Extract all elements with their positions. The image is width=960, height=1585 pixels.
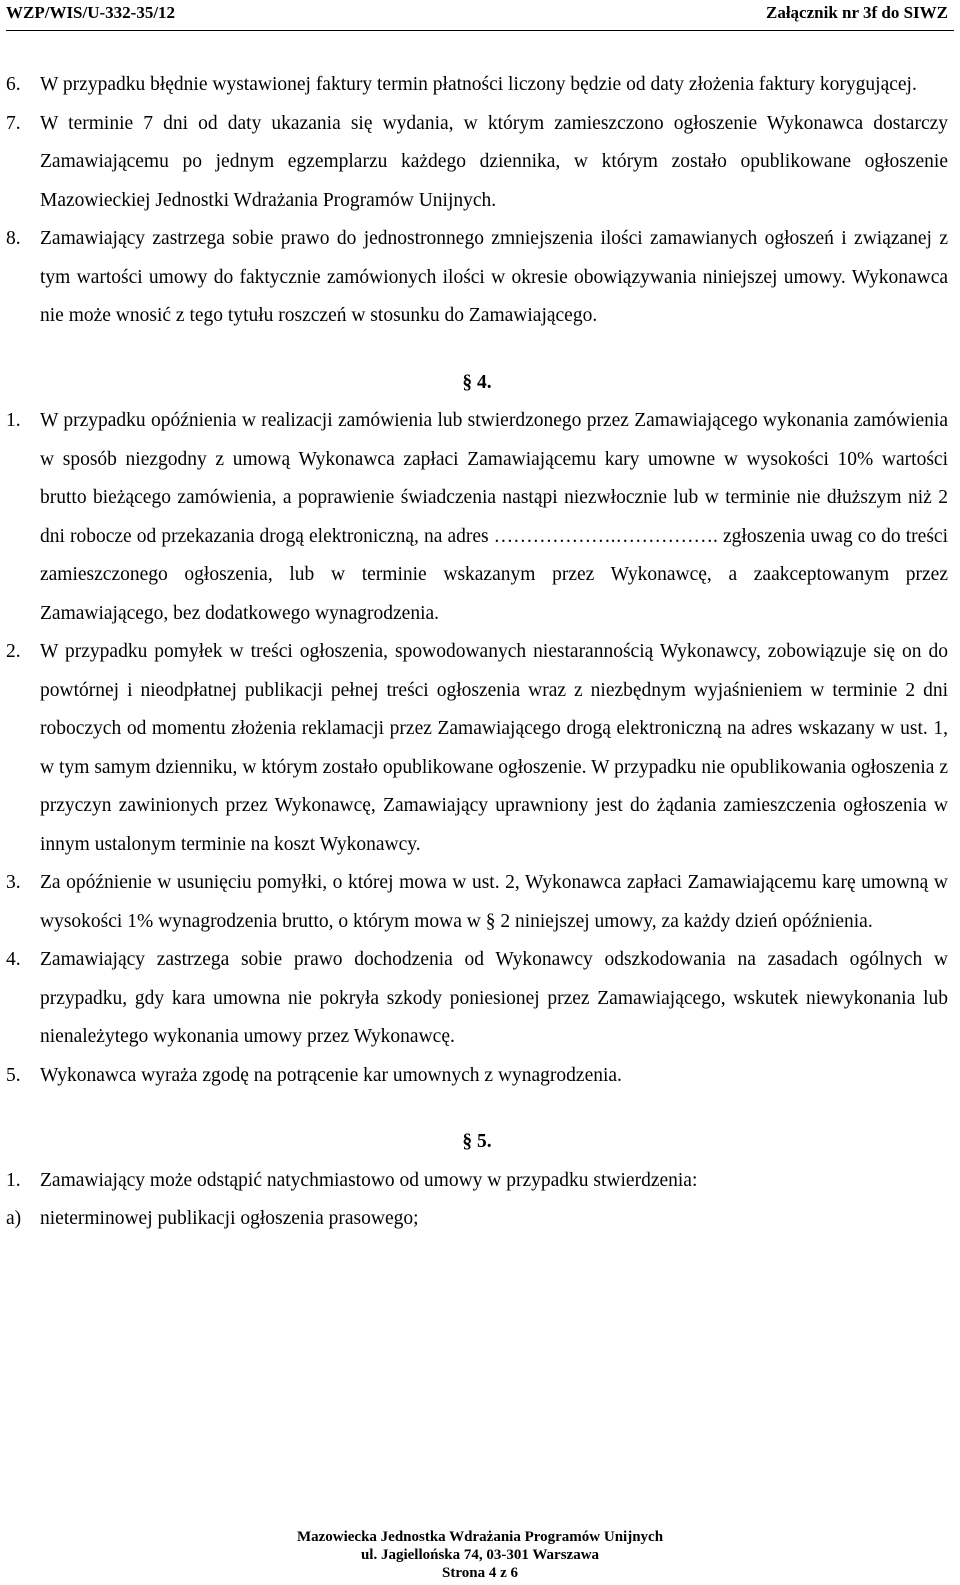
paragraph-text: W terminie 7 dni od daty ukazania się wydania, w którym zamieszczono ogłoszenie Wykonawca dostarczy Zamawiającemu po jednym egzemplarzu każdego dziennika, w którym zostało opublikowane ogłoszenie Mazowieckiej Jednostki Wdrażania Programów Unijnych. — [40, 112, 948, 211]
section-4-item-5 — [6, 1057, 948, 1096]
paragraph-text: W przypadku opóźnienia w realizacji zamówienia lub stwierdzonego przez Zamawiającego wykonania zamówienia w sposób niezgodny z umową Wykonawca zapłaci Zamawiającemu kary umowne w wysokości 10% wartości brutto bieżącego zamówienia, a poprawienie świadczenia nastąpi niezwłocznie lub w terminie nie dłuższym niż 2 dni robocze od przekazania drogą elektroniczną, na adres ……………….……………. zgłoszenia uwag co do treści zamieszczonego ogłoszenia, lub w terminie wskazanym przez Wykonawcę, a zaakceptowanym przez Zamawiającego, bez dodatkowego wynagrodzenia. — [40, 410, 948, 624]
paragraph-number: 6. — [6, 74, 21, 95]
paragraph-6 — [6, 66, 948, 105]
section-5-heading: § 5. — [462, 1131, 492, 1152]
page-header — [6, 0, 954, 31]
paragraph-text: Zamawiający może odstąpić natychmiastowo od umowy w przypadku stwierdzenia: — [40, 1169, 698, 1191]
paragraph-text: nieterminowej publikacji ogłoszenia prasowego; — [40, 1208, 419, 1229]
footer-organization: Mazowiecka Jednostka Wdrażania Programów Unijnych — [296, 1529, 664, 1545]
page-number: Strona 4 z 6 — [442, 1565, 518, 1581]
paragraph-text: Zamawiający zastrzega sobie prawo dochodzenia od Wykonawcy odszkodowania na zasadach ogólnych w przypadku, gdy kara umowna nie pokryła szkody poniesionej przez Zamawiającego, wskutek niewykonania lub nienależytego wykonania umowy przez Wykonawcę. — [40, 949, 948, 1047]
paragraph-number: 1. — [6, 410, 21, 431]
document-reference: WZP/WIS/U-332-35/12 — [6, 3, 176, 22]
paragraph-number: 4. — [6, 949, 21, 970]
paragraph-number: 8. — [6, 228, 21, 249]
document-body — [6, 66, 948, 1239]
paragraph-text: W przypadku błędnie wystawionej faktury termin płatności liczony będzie od daty złożenia faktury korygującej. — [40, 74, 917, 95]
section-4-item-4 — [6, 941, 948, 1057]
paragraph-number: 2. — [6, 641, 21, 662]
section-4-item-1 — [6, 402, 948, 633]
paragraph-number: 1. — [6, 1169, 21, 1191]
paragraph-number: 5. — [6, 1064, 21, 1086]
page-footer — [0, 1528, 960, 1582]
section-5-item-a — [6, 1200, 948, 1239]
section-5-item-1 — [6, 1162, 948, 1201]
attachment-label: Załącznik nr 3f do SIWZ — [765, 3, 948, 22]
paragraph-7 — [6, 105, 948, 221]
paragraph-text: Zamawiający zastrzega sobie prawo do jednostronnego zmniejszenia ilości zamawianych ogłoszeń i związanej z tym wartości umowy do faktycznie zamówionych ilości w okresie obowiązywania niniejszej umowy. Wykonawca nie może wnosić z tego tytułu roszczeń w stosunku do Zamawiającego. — [40, 228, 948, 326]
paragraph-number: 7. — [6, 112, 21, 134]
paragraph-text: W przypadku pomyłek w treści ogłoszenia, spowodowanych niestarannością Wykonawcy, zobowiązuje się on do powtórnej i nieodpłatnej publikacji pełnej treści ogłoszenia wraz z niezbędnym wyjaśnieniem w terminie 2 dni roboczych od momentu złożenia reklamacji przez Zamawiającego drogą elektroniczną na adres wskazany w ust. 1, w tym samym dzienniku, w którym zostało opublikowane ogłoszenie. W przypadku nie opublikowania ogłoszenia z przyczyn zawinionych przez Wykonawcę, Zamawiający uprawniony jest do żądania zamieszczenia ogłoszenia w innym ustalonym terminie na koszt Wykonawcy. — [40, 641, 948, 855]
section-4-item-2 — [6, 633, 948, 864]
section-4-heading: § 4. — [462, 371, 492, 393]
footer-address: ul. Jagiellońska 74, 03-301 Warszawa — [360, 1547, 600, 1563]
paragraph-text: Wykonawca wyraża zgodę na potrącenie kar umownych z wynagrodzenia. — [40, 1064, 622, 1086]
paragraph-text: Za opóźnienie w usunięciu pomyłki, o której mowa w ust. 2, Wykonawca zapłaci Zamawiającemu karę umowną w wysokości 1% wynagrodzenia brutto, o którym mowa w § 2 niniejszej umowy, za każdy dzień opóźnienia. — [40, 872, 948, 932]
paragraph-8 — [6, 220, 948, 336]
paragraph-number: 3. — [6, 872, 21, 893]
paragraph-number: a) — [6, 1208, 22, 1229]
section-4-item-3 — [6, 864, 948, 941]
